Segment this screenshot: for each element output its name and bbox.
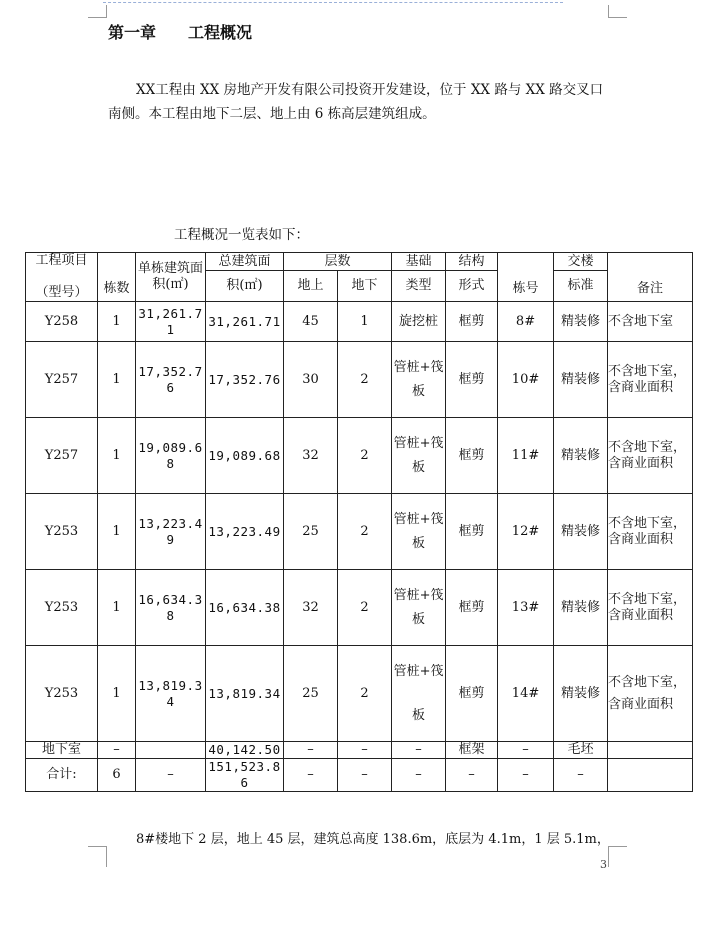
cell-building-no: 8# [498,302,554,342]
table-row [26,494,693,570]
header-foundation-type: 类型 [392,271,446,302]
cell-building-no: 13# [498,570,554,646]
cell-delivery: 毛坯 [554,742,608,759]
cell-below-ground: 2 [338,494,392,570]
cell-total-label: 合计: [26,759,98,792]
crop-mark-top-left [88,5,107,18]
cell-count: – [98,742,136,759]
cell-delivery: 精装修 [554,418,608,494]
cell-below-ground: – [338,742,392,759]
header-remarks: 备注 [608,253,693,302]
cell-count: 1 [98,646,136,742]
header-project: 工程项目 （型号） [26,253,98,302]
cell-above-ground: 25 [284,646,338,742]
cell-model: Y258 [26,302,98,342]
cell-total-area: 31,261.71 [206,302,284,342]
cell-structure: 框剪 [446,418,498,494]
cell-remarks: 不含地下室，含商业面积 [608,342,693,418]
cell-building-no: 12# [498,494,554,570]
cell-below-ground: 1 [338,302,392,342]
cell-structure: 框剪 [446,302,498,342]
crop-mark-top-right [608,5,627,18]
chapter-heading [108,20,252,43]
header-structure: 结构 [446,253,498,271]
cell-model: Y257 [26,342,98,418]
chapter-number: 第一章 [108,23,157,42]
table-row [26,342,693,418]
cell-building-no: 10# [498,342,554,418]
cell-single-area [136,742,206,759]
cell-count: 1 [98,494,136,570]
header-structure-form: 形式 [446,271,498,302]
cell-total-area: 17,352.76 [206,342,284,418]
cell-model: Y257 [26,418,98,494]
cell-single-area: 19,089.68 [136,418,206,494]
project-overview-table [25,252,693,792]
cell-structure: 框剪 [446,570,498,646]
cell-above-ground: 32 [284,418,338,494]
cell-structure: 框剪 [446,646,498,742]
cell-foundation: 管桩+筏板 [392,418,446,494]
cell-single-area: – [136,759,206,792]
cell-count: 6 [98,759,136,792]
chapter-title: 工程概况 [188,23,253,42]
cell-total-area: 13,819.34 [206,646,284,742]
cell-above-ground: – [284,759,338,792]
cell-count: 1 [98,570,136,646]
cell-total-area: 19,089.68 [206,418,284,494]
cell-structure: 框剪 [446,342,498,418]
cell-above-ground: 32 [284,570,338,646]
header-building-no: 栋号 [498,253,554,302]
cell-model: Y253 [26,646,98,742]
cell-single-area: 13,819.34 [136,646,206,742]
header-delivery-standard: 标准 [554,271,608,302]
cell-building-no: 14# [498,646,554,742]
cell-remarks [608,742,693,759]
table-row [26,570,693,646]
cell-remarks: 不含地下室，含商业面积 [608,494,693,570]
cell-above-ground: 30 [284,342,338,418]
cell-total-area: 40,142.50 [206,742,284,759]
cell-below-ground: 2 [338,342,392,418]
header-margin-line [103,2,563,3]
cell-below-ground: 2 [338,418,392,494]
header-count: 栋数 [98,253,136,302]
header-total-area-unit: 积(㎡) [206,271,284,302]
cell-foundation: – [392,759,446,792]
cell-remarks: 不含地下室 [608,302,693,342]
cell-foundation: 管桩+筏板 [392,494,446,570]
header-above-ground: 地上 [284,271,338,302]
cell-foundation: 管桩+筏板 [392,342,446,418]
cell-count: 1 [98,342,136,418]
table-row [26,418,693,494]
cell-remarks: 不含地下室，含商业面积 [608,646,693,742]
cell-count: 1 [98,302,136,342]
cell-delivery: 精装修 [554,646,608,742]
cell-single-area: 13,223.49 [136,494,206,570]
table-caption: 工程概况一览表如下： [174,227,309,243]
cell-foundation: – [392,742,446,759]
cell-count: 1 [98,418,136,494]
table-row [26,302,693,342]
intro-paragraph: XX工程由 XX 房地产开发有限公司投资开发建设，位于 XX 路与 XX 路交叉口南侧。本工程由地下二层、地上由 6 栋高层建筑组成。 [108,82,604,122]
cell-model: Y253 [26,494,98,570]
cell-building-no: – [498,759,554,792]
cell-single-area: 17,352.76 [136,342,206,418]
cell-foundation: 旋挖桩 [392,302,446,342]
continuation-paragraph: 8#楼地下 2 层，地上 45 层，建筑总高度 138.6m，底层为 4.1m，1 层 5.1m， [136,832,610,847]
cell-model: 地下室 [26,742,98,759]
header-floors: 层数 [284,253,392,271]
cell-remarks: 不含地下室，含商业面积 [608,418,693,494]
cell-single-area: 31,261.71 [136,302,206,342]
cell-single-area: 16,634.38 [136,570,206,646]
header-total-area: 总建筑面 [206,253,284,271]
cell-below-ground: – [338,759,392,792]
header-single-area: 单栋建筑面 积(㎡) [136,253,206,302]
crop-mark-bottom-right [608,846,627,867]
cell-total-area: 16,634.38 [206,570,284,646]
cell-remarks [608,759,693,792]
table-header-row [26,253,693,271]
crop-mark-bottom-left [88,846,107,867]
page-number: 3 [600,858,607,871]
cell-remarks: 不含地下室，含商业面积 [608,570,693,646]
table-row-basement [26,742,693,759]
cell-below-ground: 2 [338,570,392,646]
cell-delivery: 精装修 [554,342,608,418]
cell-delivery: 精装修 [554,302,608,342]
cell-above-ground: 25 [284,494,338,570]
cell-above-ground: 45 [284,302,338,342]
cell-total-area: 13,223.49 [206,494,284,570]
cell-building-no: 11# [498,418,554,494]
cell-below-ground: 2 [338,646,392,742]
cell-structure: 框架 [446,742,498,759]
cell-model: Y253 [26,570,98,646]
cell-delivery: – [554,759,608,792]
cell-delivery: 精装修 [554,570,608,646]
cell-total-area: 151,523.86 [206,759,284,792]
header-delivery: 交楼 [554,253,608,271]
cell-foundation: 管桩+筏板 [392,646,446,742]
cell-structure: 框剪 [446,494,498,570]
cell-building-no: – [498,742,554,759]
cell-foundation: 管桩+筏板 [392,570,446,646]
header-below-ground: 地下 [338,271,392,302]
cell-above-ground: – [284,742,338,759]
table-row [26,646,693,742]
cell-delivery: 精装修 [554,494,608,570]
header-foundation: 基础 [392,253,446,271]
cell-structure: – [446,759,498,792]
table-row-total [26,759,693,792]
